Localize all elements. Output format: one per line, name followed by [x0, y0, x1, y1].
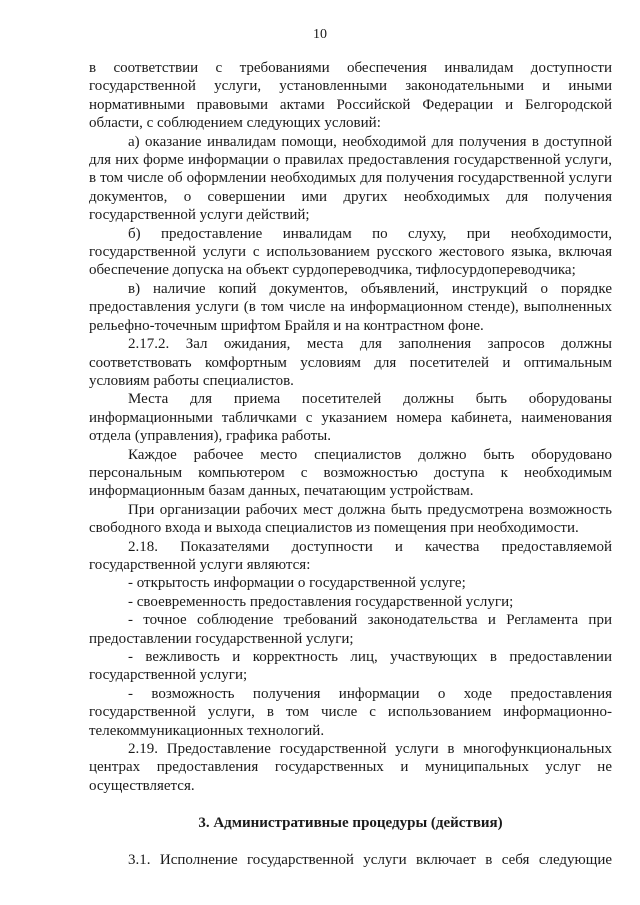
paragraph-item-a: а) оказание инвалидам помощи, необходимой для получения в доступной для них форме информации о правилах предоставления государственной услуги, в том числе об оформлении необходимых для получения государственной услуги документов, о совершении ими других необходимых для получения государственной услуги действий;	[89, 133, 612, 224]
paragraph: в соответствии с требованиями обеспечения инвалидам доступности государственной услуги, установленными законодательными и иными нормативными правовыми актами Российской Федерации и Белгородской области, с соблюдением следующих условий:	[89, 60, 612, 132]
page-number: 10	[313, 27, 327, 42]
list-item: - открытость информации о государственной услуге;	[128, 575, 466, 592]
paragraph-2-17-2: 2.17.2. Зал ожидания, места для заполнения запросов должны соответствовать комфортным условиям для посетителей и оптимальным условиям работы специалистов.	[89, 336, 612, 389]
document-body	[89, 59, 612, 869]
paragraph: Каждое рабочее место специалистов должно быть оборудовано персональным компьютером с возможностью доступа к необходимым информационным базам данных, печатающим устройствам.	[89, 446, 612, 500]
list-item: - своевременность предоставления государственной услуги;	[128, 593, 514, 610]
paragraph: Места для приема посетителей должны быть оборудованы информационными табличками с указанием номера кабинета, наименования отдела (управления), графика работы.	[89, 391, 612, 445]
paragraph-item-b: б) предоставление инвалидам по слуху, при необходимости, государственной услуги с использованием русского жестового языка, включая обеспечение допуска на объект сурдопереводчика, тифлосурдопереводчика;	[89, 225, 612, 279]
paragraph-item-v: в) наличие копий документов, объявлений, инструкций о порядке предоставления услуги (в том числе на информационном стенде), выполненных рельефно-точечным шрифтом Брайля и на контрастном фоне.	[89, 280, 612, 334]
list-item: - точное соблюдение требований законодательства и Регламента при предоставлении государственной услуги;	[89, 612, 612, 647]
section-heading: 3. Административные процедуры (действия)	[198, 815, 503, 832]
paragraph-3-1: 3.1. Исполнение государственной услуги включает в себя следующие	[128, 851, 612, 868]
paragraph-2-18: 2.18. Показателями доступности и качества предоставляемой государственной услуги являются:	[89, 538, 612, 573]
list-item: - возможность получения информации о ходе предоставления государственной услуги, в том числе с использованием информационно-телекоммуникационных технологий.	[89, 685, 612, 739]
paragraph-2-19: 2.19. Предоставление государственной услуги в многофункциональных центрах предоставления государственных и муниципальных услуг не осуществляется.	[89, 741, 612, 794]
list-item: - вежливость и корректность лиц, участвующих в предоставлении государственной услуги;	[89, 649, 612, 684]
paragraph: При организации рабочих мест должна быть предусмотрена возможность свободного входа и выхода специалистов из помещения при необходимости.	[89, 501, 612, 537]
